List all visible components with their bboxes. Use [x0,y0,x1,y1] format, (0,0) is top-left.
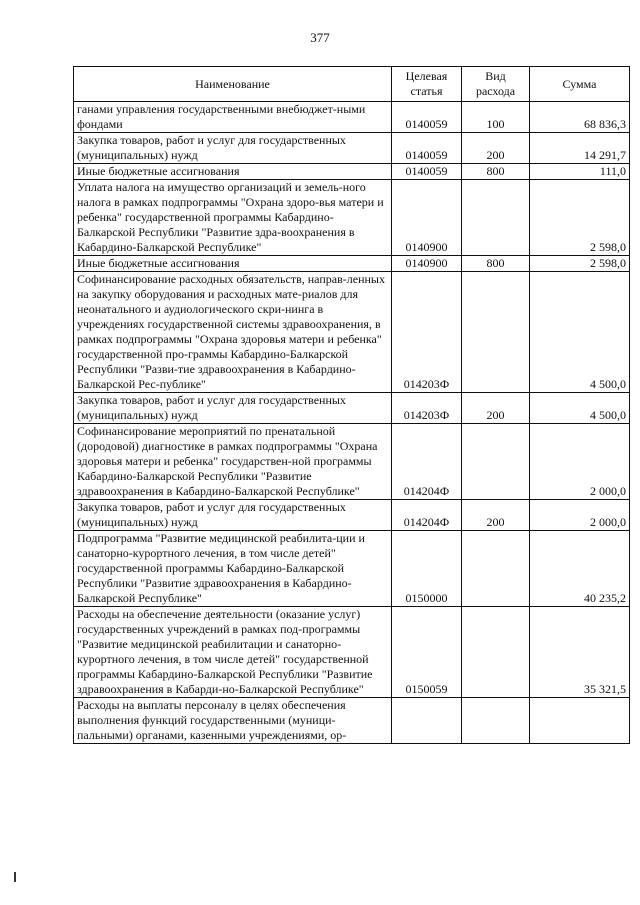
cell-kind [462,698,530,744]
cell-name: Закупка товаров, работ и услуг для государственных (муниципальных) нужд [74,393,392,424]
cell-name: Уплата налога на имущество организаций и земель-ного налога в рамках подпрограммы "Охрана здоро-вья матери и ребенка" государственной программы Кабардино-Балкарской Республики "Развитие здра-воохранения в Кабардино-Балкарской Республике" [74,180,392,256]
table-row [74,102,630,133]
table-row [74,531,630,607]
cell-sum: 2 598,0 [530,256,630,272]
cell-sum: 2 598,0 [530,180,630,256]
cell-code: 014203Ф [392,272,462,393]
cell-name: Софинансирование мероприятий по пренатальной (дородовой) диагностике в рамках подпрограммы "Охрана здоровья матери и ребенка" государствен-ной программы Кабардино-Балкарской Республики "Развитие здравоохранения в Кабардино-Балкарской Республике" [74,424,392,500]
table-row [74,607,630,698]
cell-name: Закупка товаров, работ и услуг для государственных (муниципальных) нужд [74,500,392,531]
page-number: 377 [310,30,330,45]
cell-sum: 40 235,2 [530,531,630,607]
cell-sum: 111,0 [530,164,630,180]
cell-kind: 200 [462,133,530,164]
cell-name: Иные бюджетные ассигнования [74,256,392,272]
cell-kind [462,424,530,500]
table-row [74,256,630,272]
cell-kind [462,180,530,256]
cell-code: 014204Ф [392,424,462,500]
table-row [74,272,630,393]
cell-sum [530,698,630,744]
cell-name: ганами управления государственными внебюджет-ными фондами [74,102,392,133]
cell-kind: 200 [462,500,530,531]
cell-sum: 4 500,0 [530,393,630,424]
cell-sum: 35 321,5 [530,607,630,698]
cell-kind [462,531,530,607]
table-row [74,698,630,744]
cell-name: Закупка товаров, работ и услуг для государственных (муниципальных) нужд [74,133,392,164]
cell-code: 0150059 [392,607,462,698]
cell-name: Софинансирование расходных обязательств, направ-ленных на закупку оборудования и расходных мате-риалов для неонатального и аудиологического скри-нинга в учреждениях государственной системы здравоохранения, в рамках подпрограммы "Охрана здоровья матери и ребенка" государственной про-граммы Кабардино-Балкарской Республики "Разви-тие здравоохранения в Кабардино-Балкарской Рес-публике" [74,272,392,393]
table-header-row [74,67,630,102]
cell-name: Расходы на выплаты персоналу в целях обеспечения выполнения функций государственными (муници-пальными) органами, казенными учреждениями, ор- [74,698,392,744]
table-row [74,164,630,180]
cell-name: Подпрограмма "Развитие медицинской реабилита-ции и санаторно-курортного лечения, в том числе детей" государственной программы Кабардино-Балкарской Республики "Развитие здравоохранения в Кабардино-Балкарской Республике" [74,531,392,607]
cell-kind: 200 [462,393,530,424]
cell-sum: 4 500,0 [530,272,630,393]
cell-sum: 2 000,0 [530,424,630,500]
cell-kind: 800 [462,256,530,272]
header-code: Целевая статья [392,67,462,102]
cell-kind [462,607,530,698]
cell-kind: 100 [462,102,530,133]
cell-code: 0140900 [392,256,462,272]
header-sum: Сумма [530,67,630,102]
cell-name: Иные бюджетные ассигнования [74,164,392,180]
cell-kind: 800 [462,164,530,180]
cell-code [392,698,462,744]
cell-sum: 68 836,3 [530,102,630,133]
table-row [74,133,630,164]
budget-table [73,66,630,744]
cell-sum: 2 000,0 [530,500,630,531]
cell-code: 0140059 [392,133,462,164]
table-row [74,180,630,256]
cell-code: 014204Ф [392,500,462,531]
cell-code: 0150000 [392,531,462,607]
scan-margin-mark [14,872,16,882]
cell-name: Расходы на обеспечение деятельности (оказание услуг) государственных учреждений в рамках под-программы "Развитие медицинской реабилитации и санаторно-курортного лечения, в том числе детей" государственной программы Кабардино-Балкарской Республики "Развитие здравоохранения в Кабарди-но-Балкарской Республике" [74,607,392,698]
cell-sum: 14 291,7 [530,133,630,164]
cell-code: 0140059 [392,102,462,133]
table-row [74,393,630,424]
cell-code: 0140900 [392,180,462,256]
cell-code: 014203Ф [392,393,462,424]
table-row [74,500,630,531]
header-name: Наименование [74,67,392,102]
cell-kind [462,272,530,393]
header-kind: Вид расхода [462,67,530,102]
cell-code: 0140059 [392,164,462,180]
table-row [74,424,630,500]
